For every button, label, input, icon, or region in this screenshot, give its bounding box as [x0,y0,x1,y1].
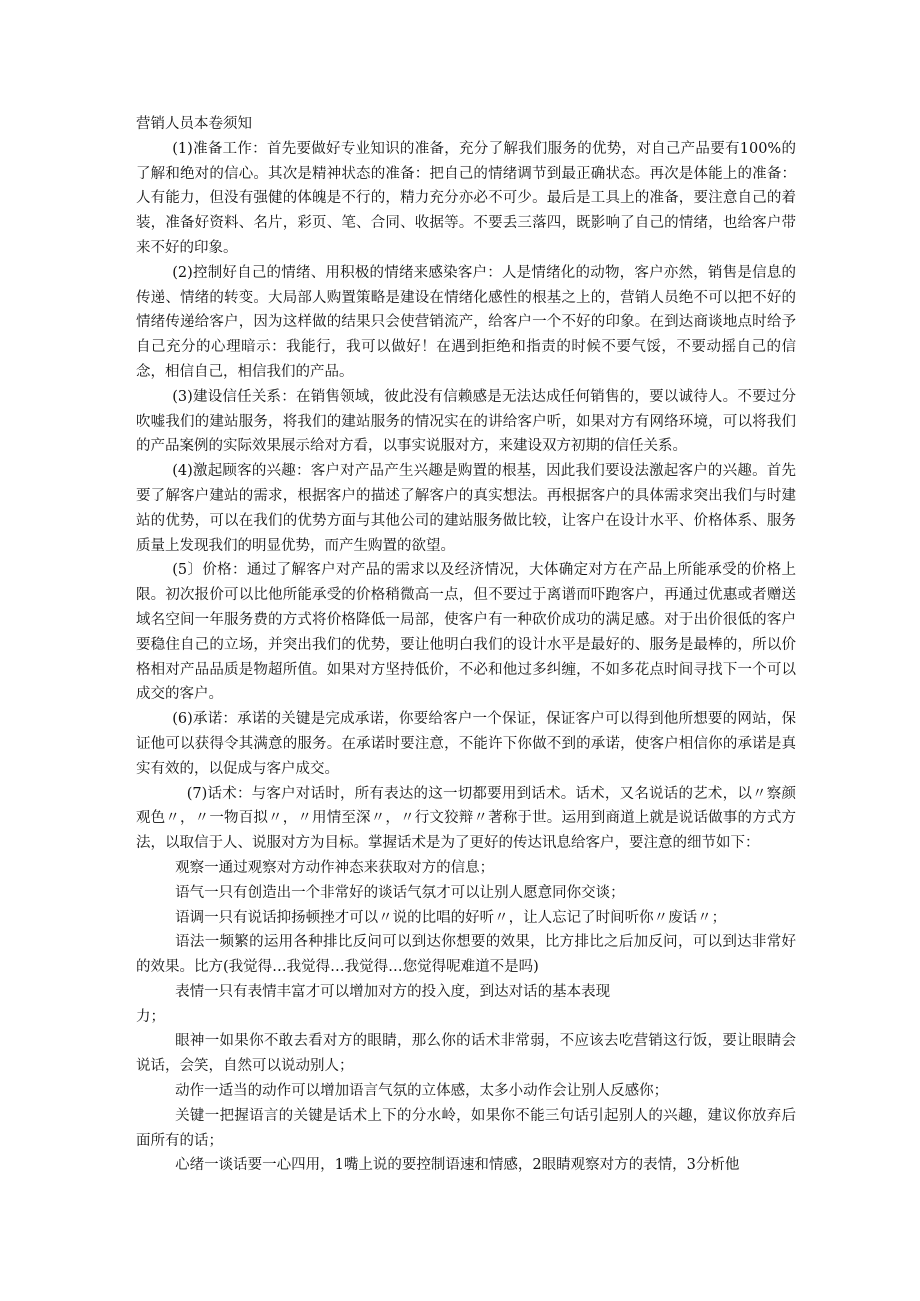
detail-tone: 语气一只有创造出一个非常好的谈话气氛才可以让别人愿意同你交谈； [175,884,625,901]
detail-key: 关键一把握语言的关键是话术上下的分水岭，如果你不能三句话引起别人的兴趣，建议你放弃后面所有的话； [136,1107,796,1149]
paragraph-emotion-control: (2)控制好自己的情绪、用积极的情绪来感染客户：人是情绪化的动物，客户亦然，销售是信息的传递、情绪的转变。大局部人购置策略是建设在情绪化感性的根基之上的，营销人员绝不可以把不好的情绪传递给客户，因为这样做的结果只会使营销流产，给客户一个不好的印象。在到达商谈地点时给予自己充分的心理暗示：我能行，我可以做好！在遇到拒绝和指责的时候不要气馁，不要动摇自己的信念，相信自己，相信我们的产品。 [136,264,796,380]
document-body [136,112,796,1178]
paragraph-promise: (6)承诺：承诺的关键是完成承诺，你要给客户一个保证，保证客户可以得到他所想要的网站，保证他可以获得令其满意的服务。在承诺时要注意，不能许下你做不到的承诺，使客户相信你的承诺是真实有效的，以促成与客户成交。 [136,711,796,777]
document-title: 营销人员本卷须知 [136,116,252,132]
detail-observe: 观察一通过观察对方动作神态来获取对方的信息； [175,859,495,876]
detail-mindset: 心绪一谈话要一心四用，1嘴上说的要控制语速和情感，2眼睛观察对方的表情，3分析他 [175,1157,740,1174]
paragraph-price: (5〕价格：通过了解客户对产品的需求以及经济情况，大体确定对方在产品上所能承受的价格上限。初次报价可以比他所能承受的价格稍微高一点，但不要过于离谱而吓跑客户，再通过优惠或者赠送域名空间一年服务费的方式将价格降低一局部，使客户有一种砍价成功的满足感。对于出价很低的客户要稳住自己的立场，并突出我们的优势，要让他明白我们的设计水平是最好的、服务是最棒的，所以价格相对产品品质是物超所值。如果对方坚持低价，不必和他过多纠缠，不如多花点时间寻找下一个可以成交的客户。 [136,562,796,703]
detail-intonation: 语调一只有说话抑扬顿挫才可以〃说的比唱的好听〃，让人忘记了时间听你〃废话〃； [175,909,727,926]
detail-gesture: 动作一适当的动作可以增加语言气氛的立体感，太多小动作会让别人反感你； [175,1083,669,1100]
paragraph-interest: (4)激起顾客的兴趣：客户对产品产生兴趣是购置的根基，因此我们要设法激起客户的兴趣。首先要了解客户建站的需求，根据客户的描述了解客户的真实想法。再根据客户的具体需求突出我们与时建站的优势，可以在我们的优势方面与其他公司的建站服务做比较，让客户在设计水平、价格体系、服务质量上发现我们的明显优势，而产生购置的欲望。 [136,463,796,554]
paragraph-trust: (3)建设信任关系：在销售领域，彼此没有信赖感是无法达成任何销售的，要以诚待人。不要过分吹嘘我们的建站服务，将我们的建站服务的情况实在的讲给客户听，如果对方有网络环境，可以将我们的产品案例的实际效果展示给对方看，以事实说服对方，来建设双方初期的信任关系。 [136,388,796,455]
detail-expression-continued: 力； [136,1008,165,1025]
detail-expression: 表情一只有表情丰富才可以增加对方的投入度，到达对话的基本表现 [175,983,611,1000]
paragraph-preparation: (1)准备工作：首先要做好专业知识的准备，充分了解我们服务的优势，对自己产品要有100%的了解和绝对的信心。其次是精神状态的准备：把自己的情绪调节到最正确状态。再次是体能上的准备：人有能力，但没有强健的体魄是不行的，精力充分亦必不可少。最后是工具上的准备，要注意自己的着装，准备好资料、名片，彩页、笔、合同、收据等。不要丢三落四，既影响了自己的情绪，也给客户带来不好的印象。 [136,140,796,256]
paragraph-speech-skills: (7)话术：与客户对话时，所有表达的这一切都要用到话术。话术，又名说话的艺术，以〃察颜观色〃，〃一物百拟〃，〃用情至深〃，〃行文狡辩〃著称于世。运用到商道上就是说话做事的方式方法，以取信于人、说服对方为目标。掌握话术是为了更好的传达讯息给客户，要注意的细节如下： [136,785,796,852]
detail-grammar: 语法一频繁的运用各种排比反问可以到达你想要的效果，比方排比之后加反问，可以到达非常好的效果。比方(我觉得…我觉得…我觉得…您觉得呢难道不是吗) [136,934,796,976]
detail-eyes: 眼神一如果你不敢去看对方的眼睛，那么你的话术非常弱，不应该去吃营销这行饭，要让眼睛会说话，会笑，自然可以说动别人； [136,1033,796,1075]
